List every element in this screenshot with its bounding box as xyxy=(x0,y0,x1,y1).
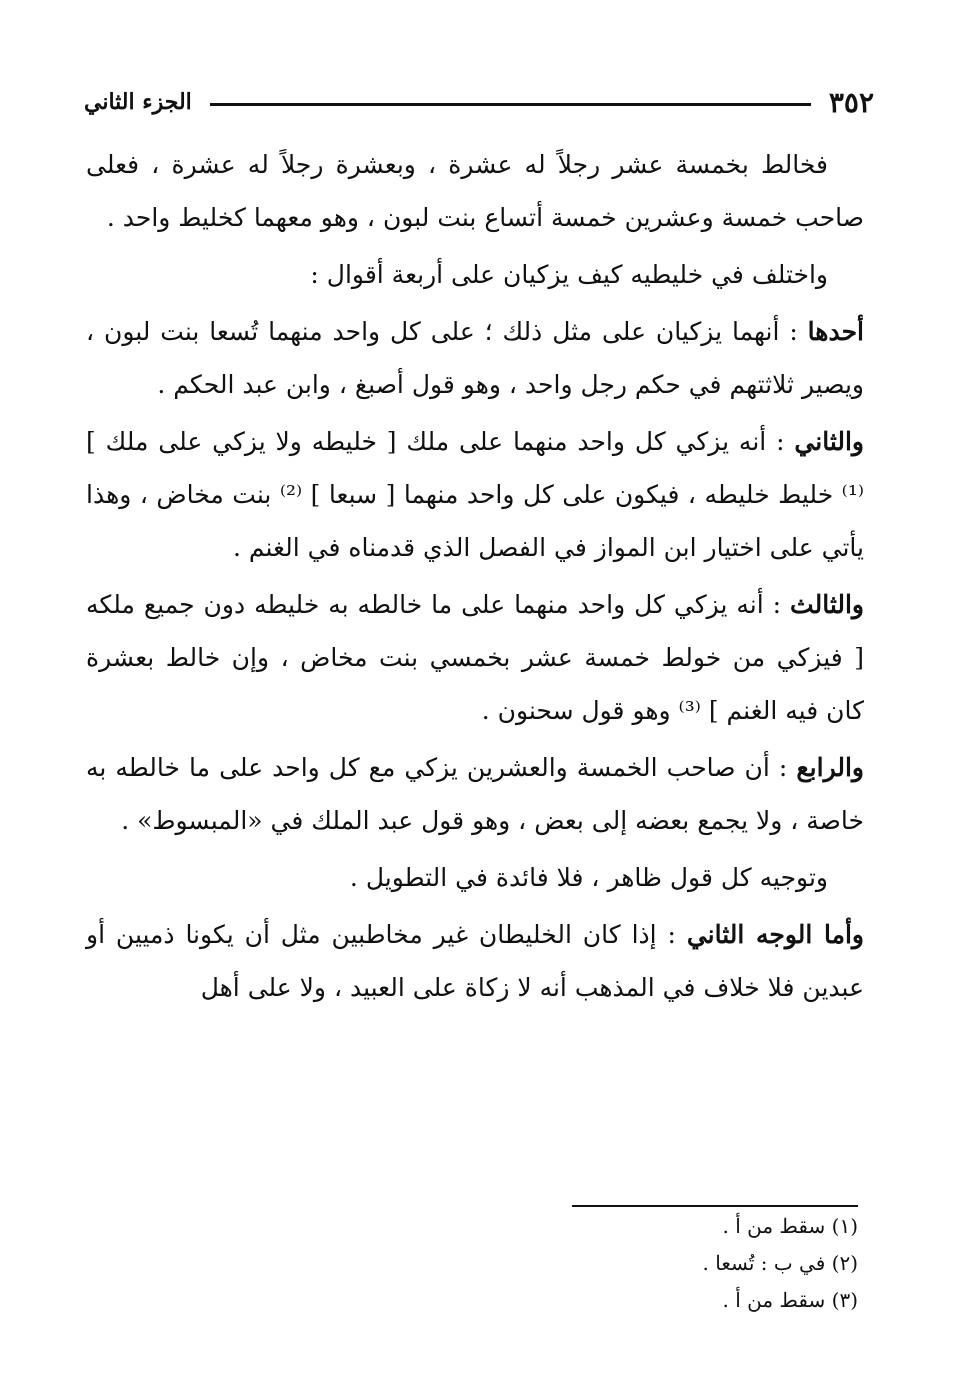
paragraph-text: : أنه يزكي كل واحد منهما على ما خالطه به خليطه دون جميع ملكه [ فيزكي من خولط خمسة عشر بخمسي بنت مخاض ، وإن خالط بعشرة كان فيه الغنم ] ⁽³⁾ وهو قول سحنون . xyxy=(86,590,864,725)
paragraph-lead: وأما الوجه الثاني xyxy=(686,920,864,949)
main-text xyxy=(86,138,864,1018)
paragraph-text: : أنه يزكي كل واحد منهما على ملك [ خليطه ولا يزكي على ملك ] ⁽¹⁾ خليط خليطه ، فيكون على كل واحد منهما [ سبعا ] ⁽²⁾ بنت مخاض ، وهذا يأتي على اختيار ابن المواز في الفصل الذي قدمناه في الغنم . xyxy=(86,427,864,562)
paragraph-text: فخالط بخمسة عشر رجلاً له عشرة ، وبعشرة رجلاً له عشرة ، فعلى صاحب خمسة وعشرين خمسة أتساع بنت لبون ، وهو معهما كخليط واحد . xyxy=(86,150,864,232)
paragraph-lead: أحدها xyxy=(807,317,864,346)
paragraph xyxy=(86,138,864,244)
paragraph-text: : أنهما يزكيان على مثل ذلك ؛ على كل واحد منهما تُسعا بنت لبون ، ويصير ثلاثتهم في حكم رجل واحد ، وهو قول أصبغ ، وابن عبد الحكم . xyxy=(86,317,864,399)
paragraph xyxy=(86,248,864,301)
paragraph-text: وتوجيه كل قول ظاهر ، فلا فائدة في التطويل . xyxy=(349,863,828,892)
page-number: ٣٥٢ xyxy=(828,85,874,119)
paragraph-text: واختلف في خليطيه كيف يزكيان على أربعة أقوال : xyxy=(310,260,828,289)
paragraph xyxy=(86,305,864,411)
paragraph xyxy=(86,415,864,574)
footnote: (٣) سقط من أ . xyxy=(722,1288,858,1312)
page-header xyxy=(84,80,874,124)
paragraph-text: : إذا كان الخليطان غير مخاطبين مثل أن يكونا ذميين أو عبدين فلا خلاف في المذهب أنه لا زكاة على العبيد ، ولا على أهل xyxy=(86,920,864,1002)
footnote-separator xyxy=(572,1205,858,1207)
paragraph xyxy=(86,741,864,847)
paragraph xyxy=(86,908,864,1014)
header-rule xyxy=(210,103,811,106)
running-title: الجزء الثاني xyxy=(84,89,192,115)
footnote: (١) سقط من أ . xyxy=(722,1214,858,1238)
paragraph-lead: والثاني xyxy=(794,427,864,456)
paragraph-text: : أن صاحب الخمسة والعشرين يزكي مع كل واحد على ما خالطه به خاصة ، ولا يجمع بعضه إلى بعض ، وهو قول عبد الملك في «المبسوط» . xyxy=(86,753,864,835)
paragraph-lead: والثالث xyxy=(790,590,864,619)
footnote: (٢) في ب : تُسعا . xyxy=(702,1251,858,1275)
paragraph-lead: والرابع xyxy=(796,753,864,782)
paragraph xyxy=(86,851,864,904)
footnotes xyxy=(458,1208,858,1319)
paragraph xyxy=(86,578,864,737)
